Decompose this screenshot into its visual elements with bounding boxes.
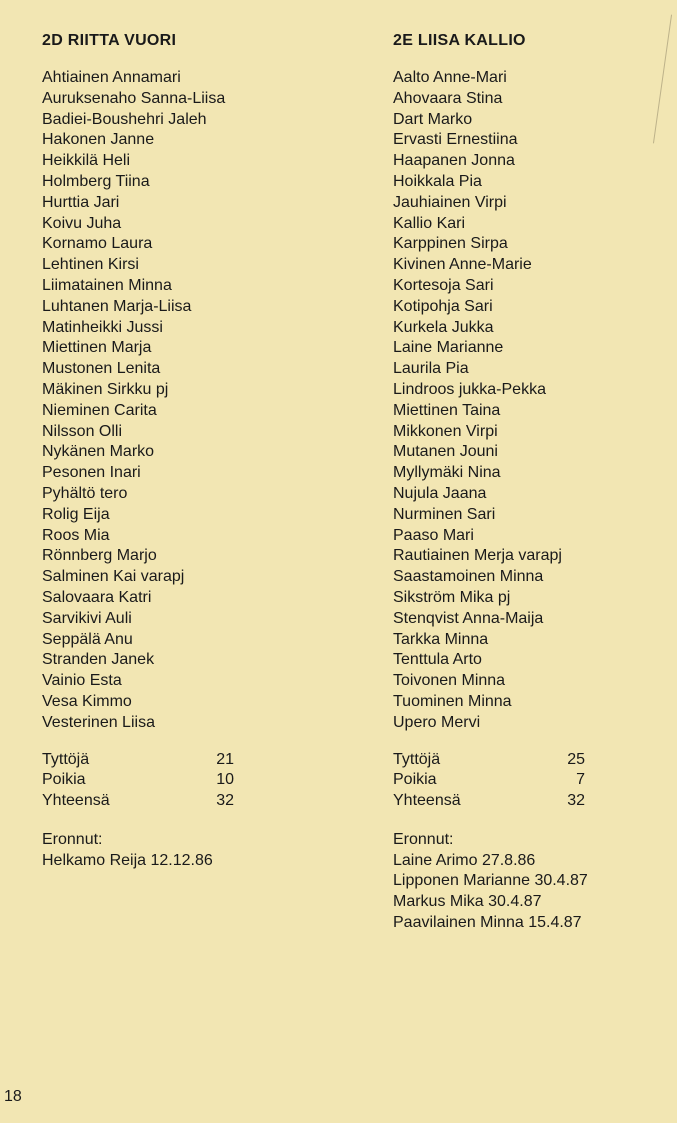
class-2d-resigned: [42, 830, 342, 872]
list-item: Miettinen Taina: [393, 401, 501, 419]
list-item: Matinheikki Jussi: [42, 318, 163, 336]
list-item: Vesa Kimmo: [42, 692, 132, 710]
list-item: Pyhältö tero: [42, 484, 128, 502]
stat-value: 10: [216, 771, 234, 789]
list-item: Kivinen Anne-Marie: [393, 256, 532, 274]
list-item: Lipponen Marianne 30.4.87: [393, 872, 588, 890]
list-item: Saastamoinen Minna: [393, 568, 544, 586]
stat-row: [42, 770, 342, 791]
stat-label: Tyttöjä: [42, 750, 90, 768]
stat-label: Yhteensä: [393, 792, 461, 810]
list-item: Hoikkala Pia: [393, 172, 482, 190]
list-item: Miettinen Marja: [42, 339, 152, 357]
class-2d-name-list: [42, 68, 342, 734]
list-item: Holmberg Tiina: [42, 172, 150, 190]
list-item: Markus Mika 30.4.87: [393, 893, 542, 911]
list-item: Liimatainen Minna: [42, 276, 172, 294]
list-item: Laine Arimo 27.8.86: [393, 851, 536, 869]
pen-stroke-mark: [653, 15, 672, 144]
list-item: Koivu Juha: [42, 214, 122, 232]
list-item: Pesonen Inari: [42, 464, 141, 482]
class-2e-resigned: [393, 830, 653, 934]
list-item: Sikström Mika pj: [393, 588, 511, 606]
list-item: Upero Mervi: [393, 713, 481, 731]
stat-value: 32: [567, 792, 585, 810]
list-item: Tuominen Minna: [393, 692, 512, 710]
list-item: Myllymäki Nina: [393, 464, 501, 482]
resigned-title: Eronnut:: [393, 830, 454, 848]
stat-label: Tyttöjä: [393, 750, 441, 768]
list-item: Mäkinen Sirkku pj: [42, 380, 169, 398]
class-2e-column: [393, 30, 653, 934]
list-item: Kallio Kari: [393, 214, 466, 232]
list-item: Badiei-Boushehri Jaleh: [42, 110, 207, 128]
list-item: Salovaara Katri: [42, 588, 152, 606]
list-item: Kotipohja Sari: [393, 297, 493, 315]
resigned-list: [42, 851, 342, 872]
list-item: Kortesoja Sari: [393, 276, 494, 294]
class-2d-heading: 2D RIITTA VUORI: [42, 32, 177, 49]
resigned-list: [393, 851, 653, 934]
stat-row: [42, 791, 342, 812]
list-item: Aalto Anne-Mari: [393, 69, 507, 86]
stat-value: 7: [576, 771, 585, 789]
stat-row: [393, 750, 653, 771]
class-2e-stats: [393, 750, 653, 812]
list-item: Rolig Eija: [42, 505, 110, 523]
list-item: Lehtinen Kirsi: [42, 256, 139, 274]
list-item: Laurila Pia: [393, 360, 469, 378]
list-item: Auruksenaho Sanna-Liisa: [42, 89, 226, 107]
list-item: Ahtiainen Annamari: [42, 69, 181, 86]
list-item: Mustonen Lenita: [42, 360, 161, 378]
list-item: Dart Marko: [393, 110, 473, 128]
list-item: Paavilainen Minna 15.4.87: [393, 914, 582, 932]
stat-label: Poikia: [393, 771, 437, 789]
list-item: Stenqvist Anna-Maija: [393, 609, 544, 627]
list-item: Nujula Jaana: [393, 484, 487, 502]
stat-label: Yhteensä: [42, 792, 110, 810]
list-item: Salminen Kai varapj: [42, 568, 185, 586]
list-item: Haapanen Jonna: [393, 152, 515, 170]
list-item: Tenttula Arto: [393, 651, 482, 669]
list-item: Hurttia Jari: [42, 193, 120, 211]
class-2e-name-list: [393, 68, 653, 734]
list-item: Nilsson Olli: [42, 422, 123, 440]
list-item: Stranden Janek: [42, 651, 155, 669]
list-item: Rönnberg Marjo: [42, 547, 157, 565]
stat-row: [393, 791, 653, 812]
resigned-title: Eronnut:: [42, 830, 103, 848]
list-item: Nieminen Carita: [42, 401, 157, 419]
class-2d-stats: [42, 750, 342, 812]
list-item: Luhtanen Marja-Liisa: [42, 297, 192, 315]
list-item: Roos Mia: [42, 526, 110, 544]
list-item: Laine Marianne: [393, 339, 504, 357]
stat-value: 25: [567, 750, 585, 768]
list-item: Hakonen Janne: [42, 131, 155, 149]
list-item: Vesterinen Liisa: [42, 713, 155, 731]
list-item: Kornamo Laura: [42, 235, 153, 253]
list-item: Rautiainen Merja varapj: [393, 547, 562, 565]
stat-value: 21: [216, 750, 234, 768]
list-item: Tarkka Minna: [393, 630, 489, 648]
stat-row: [42, 750, 342, 771]
list-item: Nykänen Marko: [42, 443, 155, 461]
stat-value: 32: [216, 792, 234, 810]
list-item: Heikkilä Heli: [42, 152, 131, 170]
list-item: Mikkonen Virpi: [393, 422, 498, 440]
page-number: 18: [4, 1088, 22, 1105]
list-item: Lindroos jukka-Pekka: [393, 380, 546, 398]
list-item: Nurminen Sari: [393, 505, 496, 523]
list-item: Kurkela Jukka: [393, 318, 494, 336]
stat-row: [393, 770, 653, 791]
list-item: Vainio Esta: [42, 672, 122, 690]
list-item: Toivonen Minna: [393, 672, 506, 690]
list-item: Jauhiainen Virpi: [393, 193, 507, 211]
list-item: Paaso Mari: [393, 526, 474, 544]
list-item: Ahovaara Stina: [393, 89, 503, 107]
list-item: Sarvikivi Auli: [42, 609, 132, 627]
list-item: Ervasti Ernestiina: [393, 131, 518, 149]
list-item: Helkamo Reija 12.12.86: [42, 851, 213, 869]
class-2d-column: [42, 30, 342, 871]
list-item: Karppinen Sirpa: [393, 235, 508, 253]
list-item: Seppälä Anu: [42, 630, 133, 648]
list-item: Mutanen Jouni: [393, 443, 498, 461]
class-2e-heading: 2E LIISA KALLIO: [393, 32, 526, 49]
stat-label: Poikia: [42, 771, 86, 789]
